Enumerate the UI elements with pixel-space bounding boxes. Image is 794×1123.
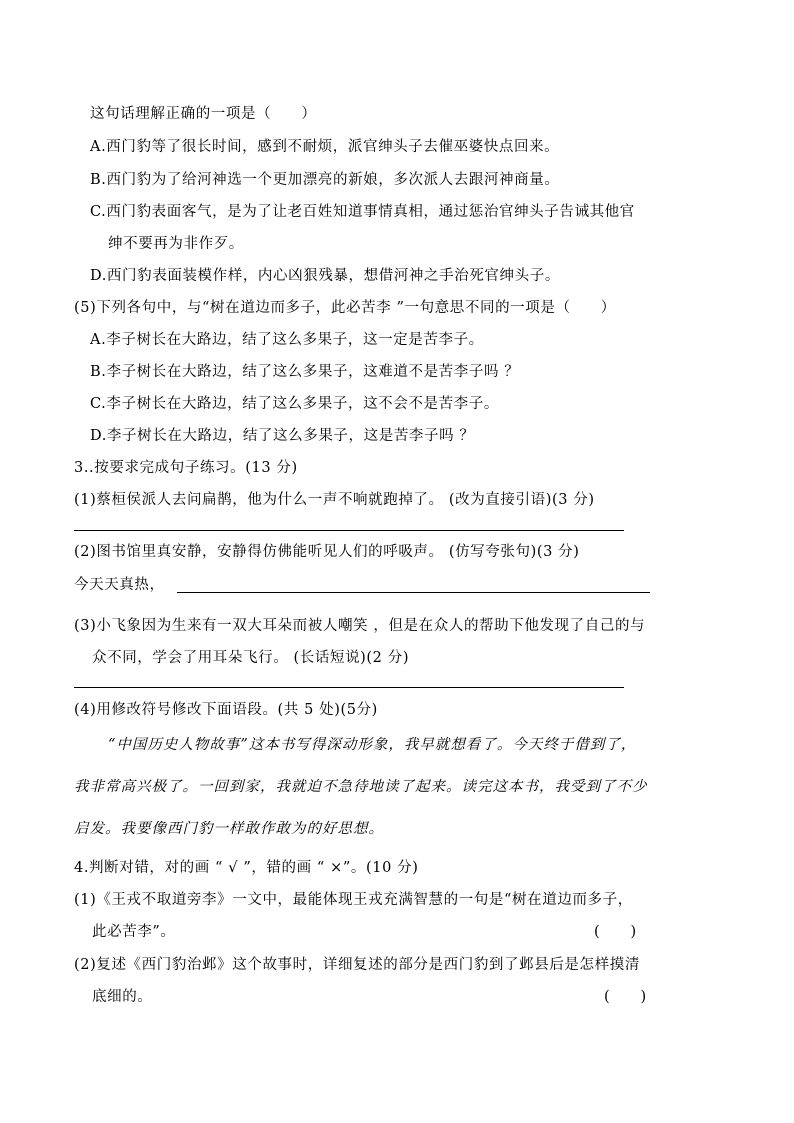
answer-line-1[interactable] bbox=[74, 530, 624, 531]
s4-question-2-line2: 底细的。 bbox=[92, 989, 153, 1005]
section-4-title: 4.判断对错，对的画 “ √ ”，错的画 “ ×”。(10 分) bbox=[74, 860, 419, 876]
s4-question-2-line1: (2)复述《西门豹治邺》这个故事时，详细复述的部分是西门豹到了邺县后是怎样摸清 bbox=[74, 957, 640, 973]
q5-option-c: C.李子树长在大路边，结了这么多果子，这不会不是苦李子。 bbox=[90, 396, 499, 412]
q4-option-a: A.西门豹等了很长时间，感到不耐烦，派官绅头子去催巫婆快点回来。 bbox=[90, 139, 560, 155]
answer-line-2[interactable] bbox=[177, 592, 650, 593]
q5-stem: (5)下列各句中，与“树在道边而多子，此必苦李 ”一句意思不同的一项是（ ） bbox=[74, 300, 616, 316]
q5-option-a: A.李子树长在大路边，结了这么多果子，这一定是苦李子。 bbox=[90, 332, 484, 348]
s4-question-1-line2: 此必苦李”。 bbox=[92, 924, 176, 940]
s4-question-1-line1: (1)《王戎不取道旁李》一文中，最能体现王戎充满智慧的一句是“树在道边而多子， bbox=[74, 892, 633, 908]
q4-option-d: D.西门豹表面装模作样，内心凶狠残暴，想借河神之手治死官绅头子。 bbox=[90, 268, 560, 284]
judge-paren-1[interactable]: ( ) bbox=[594, 924, 637, 940]
judge-paren-2[interactable]: ( ) bbox=[604, 989, 647, 1005]
q4-option-c: C.西门豹表面客气，是为了让老百姓知道事情真相，通过惩治官绅头子告诫其他官 bbox=[90, 204, 635, 220]
q4-option-b: B.西门豹为了给河神选一个更加漂亮的新娘，多次派人去跟河神商量。 bbox=[90, 172, 560, 188]
q4-option-c-cont: 绅不要再为非作歹。 bbox=[108, 236, 244, 252]
s3-question-1: (1)蔡桓侯派人去问扁鹊，他为什么一声不响就跑掉了。 (改为直接引语)(3 分) bbox=[74, 492, 595, 508]
s3-question-2: (2)图书馆里真安静，安静得仿佛能听见人们的呼吸声。 (仿写夸张句)(3 分) bbox=[74, 544, 580, 560]
section-3-title: 3..按要求完成句子练习。(13 分) bbox=[74, 460, 298, 476]
prefix-text: 今天天真热， bbox=[74, 577, 165, 593]
s3-question-4: (4)用修改符号修改下面语段。(共 5 处)(5分) bbox=[74, 702, 378, 718]
passage-line-3: 启发。我要像西门豹一样敢作敢为的好思想。 bbox=[74, 821, 384, 837]
s3-question-2-prefix bbox=[74, 575, 165, 595]
q5-option-d: D.李子树长在大路边，结了这么多果子，这是苦李子吗 ？ bbox=[90, 428, 475, 444]
q5-option-b: B.李子树长在大路边，结了这么多果子，这难道不是苦李子吗 ？ bbox=[90, 364, 520, 380]
s3-question-3-line2: 众不同，学会了用耳朵飞行。 (长话短说)(2 分) bbox=[92, 650, 410, 666]
q4-stem: 这句话理解正确的一项是（ ） bbox=[90, 106, 317, 122]
passage-line-1: “中国历史人物故事”这本书写得深动形象，我早就想看了。今天终于借到了， bbox=[108, 737, 637, 753]
answer-line-3[interactable] bbox=[74, 687, 624, 688]
s3-question-3-line1: (3)小飞象因为生来有一双大耳朵而被人嘲笑 ，但是在众人的帮助下他发现了自己的与 bbox=[74, 618, 646, 634]
passage-line-2: 我非常高兴极了。一回到家，我就迫不急待地读了起来。读完这本书，我受到了不少 bbox=[74, 779, 648, 795]
